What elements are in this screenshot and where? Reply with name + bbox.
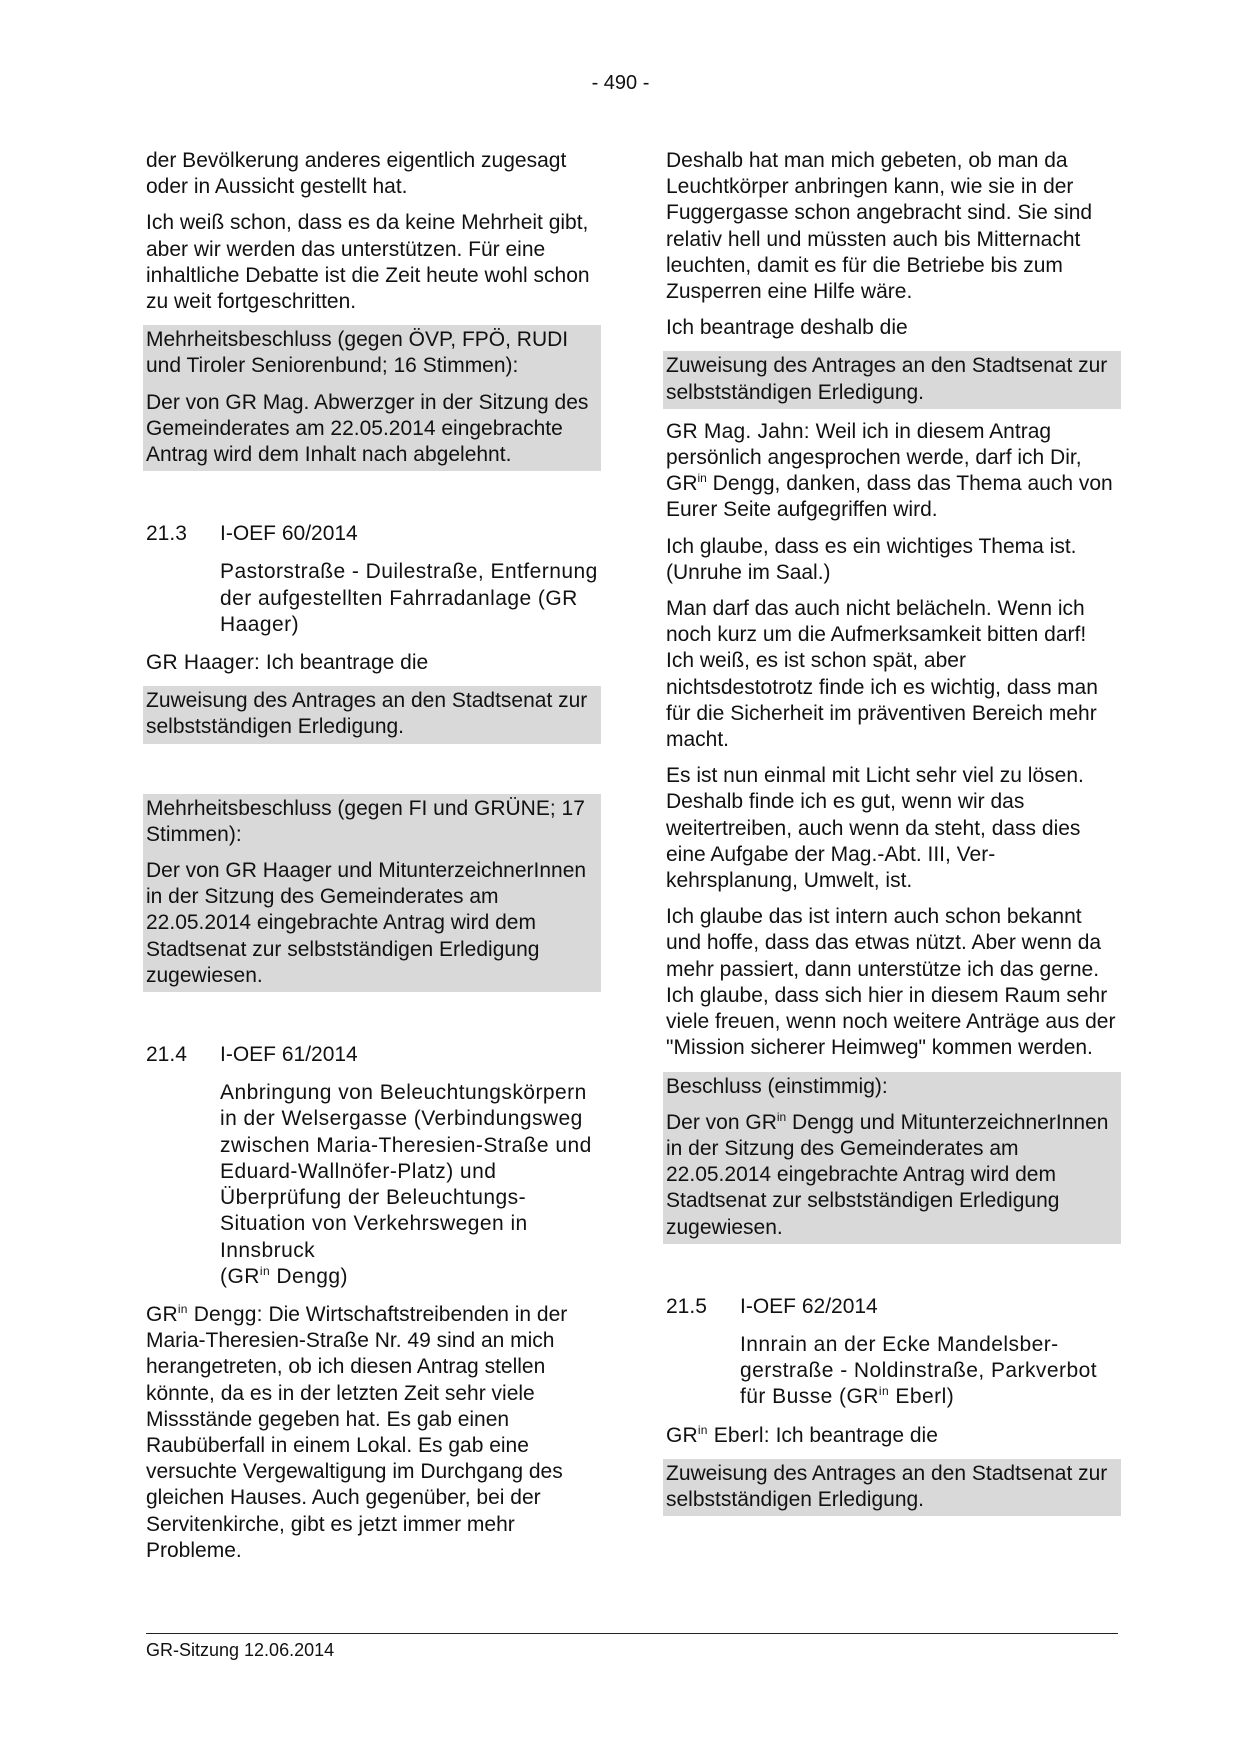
- paragraph: Ich glaube das ist intern auch schon bekannt und hoffe, dass das etwas nützt. Aber wenn da mehr passiert, dann unterstütze ich das gerne. Ich glaube, dass sich hier in diesem Raum sehr viele freuen, wenn noch weitere Anträge aus der "Mission sicherer Heimweg" kommen werden.: [666, 905, 1116, 1060]
- footer-session-date: GR-Sitzung 12.06.2014: [146, 1640, 335, 1660]
- paragraph: Deshalb hat man mich gebeten, ob man da Leuchtkörper anbringen kann, wie sie in der Fuggergasse schon angebracht sind. Sie sind relativ hell und müssten auch bis Mitternacht leuchten, damit es für die Betriebe bis zum Zusperren eine Hilfe wäre.: [666, 149, 1093, 304]
- item-title: Pastorstraße - Duilestraße, Entfernung der aufgestellten Fahrradanlage (GR Haager): [220, 560, 598, 636]
- speech-text: Ich beantrage die: [769, 1423, 938, 1447]
- assignment-block: [143, 686, 601, 743]
- gender-suffix: in: [878, 1384, 890, 1399]
- speaker-surname: Dengg:: [187, 1302, 263, 1326]
- item-number: 21.3: [146, 522, 187, 546]
- gender-suffix: in: [776, 1109, 787, 1124]
- resolution-block: [143, 325, 601, 471]
- item-code: I-OEF 62/2014: [740, 1294, 878, 1318]
- right-column: [666, 148, 1118, 1516]
- resolution-text: [666, 1108, 1118, 1244]
- resolution-line: Beschluss (einstimmig):: [666, 1074, 888, 1098]
- resolution-text-part: Der von GR: [666, 1110, 777, 1134]
- speaker-paragraph: [146, 650, 598, 676]
- item-author: (GR: [220, 1264, 260, 1288]
- speaker-name: GR Haager:: [146, 651, 261, 675]
- resolution-line: Mehrheitsbeschluss (gegen ÖVP, FPÖ, RUDI und Tiroler Seniorenbund; 16 Stimmen):: [146, 328, 569, 378]
- resolution-line: Mehrheitsbeschluss (gegen FI und GRÜNE; 17 Stimmen):: [146, 796, 585, 846]
- assignment-text: Zuweisung des Antrages an den Stadtsenat zur selbstständigen Erledigung.: [146, 689, 588, 739]
- item-author-name: Eberl): [889, 1385, 955, 1409]
- item-code: I-OEF 61/2014: [220, 1043, 358, 1067]
- paragraph: Ich glaube, dass es ein wichtiges Thema ist. (Unruhe im Saal.): [666, 534, 1077, 584]
- resolution-text: Der von GR Mag. Abwerzger in der Sitzung des Gemeinderates am 22.05.2014 eingebrachte Antrag wird dem Inhalt nach abgelehnt.: [146, 390, 589, 467]
- agenda-item-21-4: [146, 1042, 598, 1068]
- speaker-name: GR Mag. Jahn:: [666, 419, 810, 443]
- speaker-paragraph: [146, 1302, 598, 1564]
- item-author-name: Dengg): [270, 1264, 348, 1288]
- paragraph: Ich weiß schon, dass es da keine Mehrheit gibt, aber wir werden das unterstützen. Für eine inhaltliche Debatte ist die Zeit heute wohl schon zu weit fortgeschritten.: [146, 211, 590, 314]
- item-code: I-OEF 60/2014: [220, 522, 358, 546]
- speech-text: Ich beantrage die: [260, 651, 429, 675]
- assignment-text: Zuweisung des Antrages an den Stadtsenat zur selbstständigen Erledigung.: [666, 1461, 1108, 1511]
- agenda-item-21-3: [146, 521, 598, 547]
- item-title: [740, 1332, 1118, 1411]
- gender-suffix: in: [697, 1422, 708, 1437]
- speaker-name: [146, 1303, 263, 1326]
- resolution-text-part: Dengg und MitunterzeichnerInnen in der Sitzung des Gemeinderates am 22.05.2014 eingebrachte Antrag wird dem Stadtsenat zur selbstständigen Erledigung zugewiesen.: [666, 1110, 1109, 1239]
- item-title-text: Anbringung von Beleuchtungskörpern in der Welsergasse (Verbindungsweg zwischen Maria-Theresien-Straße und Eduard-Wallnöfer-Platz) und Überprüfung der Beleuchtungs-Situation von Verkehrswegen in Innsbruck: [220, 1081, 592, 1262]
- resolution-text: Der von GR Haager und MitunterzeichnerInnen in der Sitzung des Gemeinderates am 22.05.2014 eingebrachte Antrag wird dem Stadtsenat zur selbstständigen Erledigung zugewiesen.: [146, 859, 587, 987]
- page-number: - 490 -: [591, 72, 650, 94]
- gender-suffix: in: [259, 1263, 271, 1278]
- item-title-text: Innrain an der Ecke Mandelsbergerstraße - Noldinstraße, Parkverbot für Busse (GR: [740, 1332, 1097, 1409]
- gender-suffix: in: [177, 1301, 188, 1316]
- speaker-surname: Eberl:: [707, 1423, 770, 1447]
- paragraph: der Bevölkerung anderes eigentlich zugesagt oder in Aussicht gestellt hat.: [146, 149, 567, 199]
- speech-text: Dengg, danken, dass das Thema auch von Eurer Seite aufgegriffen wird.: [666, 472, 1113, 522]
- item-number: 21.5: [666, 1294, 707, 1318]
- item-title: [220, 1080, 598, 1290]
- resolution-block: [143, 794, 601, 992]
- speaker-name: [666, 1424, 770, 1447]
- paragraph: Man darf das auch nicht belächeln. Wenn ich noch kurz um die Aufmerksamkeit bitten darf! Ich weiß, es ist schon spät, aber nichtsdestotrotz finde ich es wichtig, dass man für die Sicherheit im präventiven Bereich mehr macht.: [666, 597, 1098, 752]
- item-number: 21.4: [146, 1043, 187, 1067]
- agenda-item-21-5: [666, 1294, 1118, 1320]
- speaker-paragraph: [666, 1423, 1118, 1449]
- paragraph: Es ist nun einmal mit Licht sehr viel zu lösen. Deshalb finde ich es gut, wenn wir das weitertreiben, auch wenn da steht, dass dies eine Aufgabe der Mag.-Abt. III, Verkehrsplanung, Umwelt, ist.: [666, 764, 1084, 893]
- speaker-title: GR: [146, 1302, 178, 1326]
- assignment-text: Zuweisung des Antrages an den Stadtsenat zur selbstständigen Erledigung.: [666, 354, 1108, 404]
- gender-suffix: in: [697, 471, 707, 486]
- resolution-block: [663, 1072, 1121, 1244]
- speech-text: Weil ich in diesem Antrag persönlich angesprochen werde, darf ich Dir, GR: [666, 419, 1082, 496]
- speaker-paragraph: [666, 419, 1118, 524]
- assignment-block: [663, 351, 1121, 408]
- left-column: [146, 148, 598, 1574]
- assignment-block: [663, 1459, 1121, 1516]
- speaker-title: GR: [666, 1423, 698, 1447]
- paragraph: Ich beantrage deshalb die: [666, 316, 908, 340]
- speech-text: Die Wirtschaftstreibenden in der Maria-Theresien-Straße Nr. 49 sind an mich herangetreten, ob ich diesen Antrag stellen könnte, da es in der letzten Zeit sehr viele Missstände gegeben hat. Es gab einen Raubüberfall in einem Lokal. Es gab eine versuchte Vergewaltigung im Durchgang des gleichen Hauses. Auch gegenüber, bei der Servitenkirche, gibt es jetzt immer mehr Probleme.: [146, 1302, 568, 1562]
- footer-divider: [146, 1633, 1118, 1634]
